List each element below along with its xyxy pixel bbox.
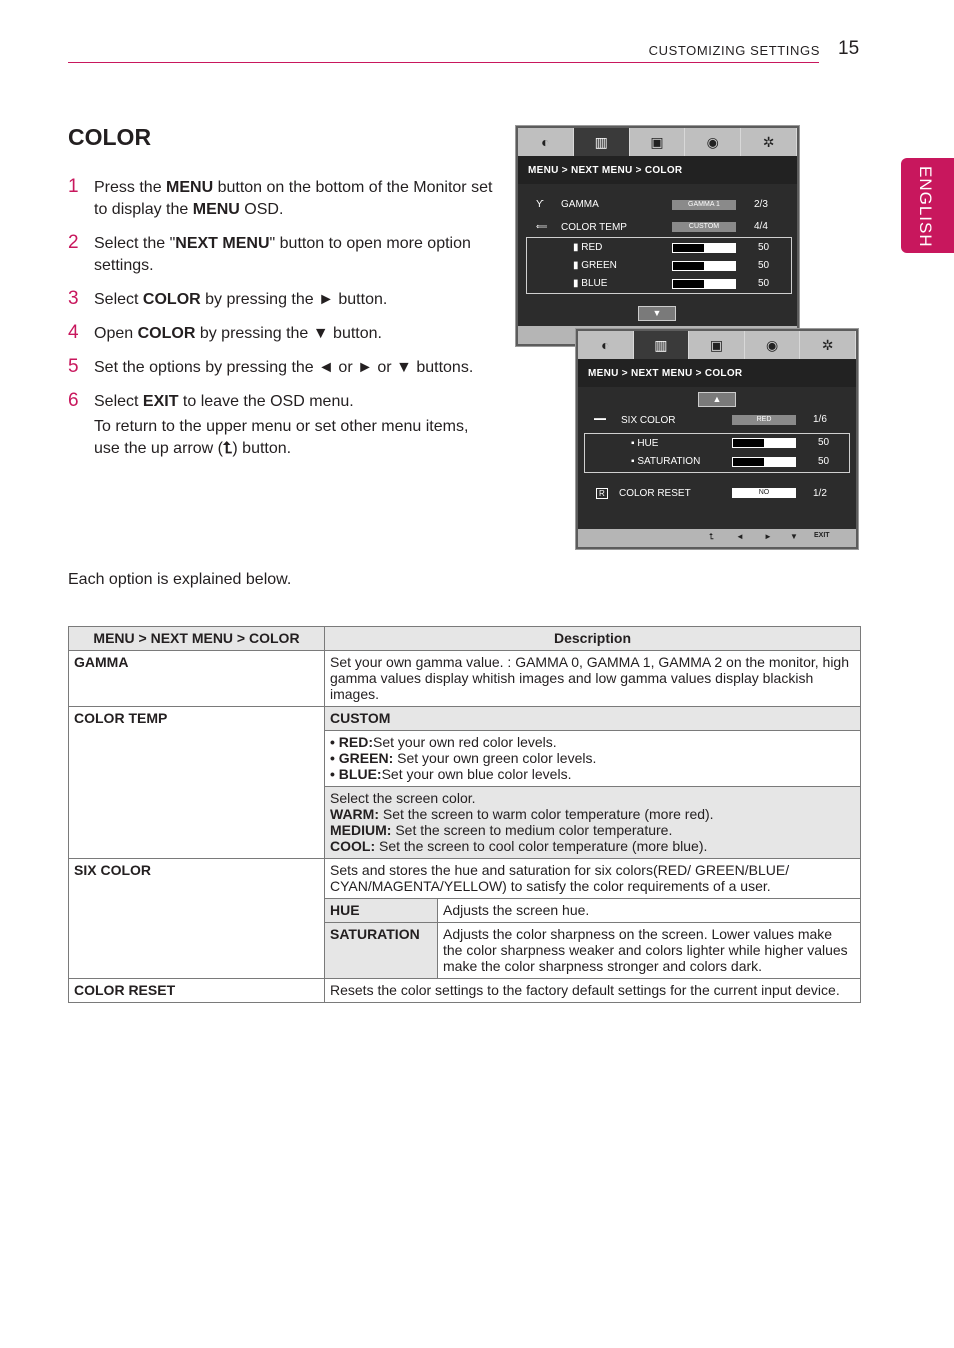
others-tab-icon[interactable]: ✲ xyxy=(800,331,856,359)
right-arrow-icon[interactable]: ► xyxy=(764,532,772,541)
header-rule xyxy=(68,62,819,63)
color-reset-fraction: 1/2 xyxy=(813,488,827,499)
osd-panel xyxy=(518,156,797,326)
hue-key: HUE xyxy=(325,899,438,923)
table-header-row xyxy=(69,627,861,651)
screen-color-description: Select the screen color. WARM: Set the screen to warm color temperature (more red). MEDIUM: Set the screen to medium color temperature. COOL: Set the screen to cool color temperature (more blue). xyxy=(325,787,861,859)
step-5: 5 Set the options by pressing the ◄ or ► or ▼ buttons. xyxy=(68,356,474,377)
custom-rgb-description: • RED:Set your own red color levels. • GREEN: Set your own green color levels. • BLUE:Set your own blue color levels. xyxy=(325,731,861,787)
page-number: 15 xyxy=(838,38,860,59)
step-2: 2 Select the "NEXT MENU" button to open more option settings. xyxy=(68,232,471,274)
saturation-label: ▪ SATURATION xyxy=(631,456,701,467)
step-3: 3 Select COLOR by pressing the ► button. xyxy=(68,288,388,309)
down-arrow-icon[interactable]: ▼ xyxy=(790,532,798,541)
table-header-description: Description xyxy=(325,627,861,651)
gamma-fraction: 2/3 xyxy=(754,199,768,210)
hue-slider[interactable] xyxy=(732,438,796,448)
saturation-key: SATURATION xyxy=(325,923,438,979)
osd-breadcrumb: MENU > NEXT MENU > COLOR xyxy=(528,165,683,176)
color-reset-description: Resets the color settings to the factory default settings for the current input device. xyxy=(325,979,861,1003)
step-6-note: To return to the upper menu or set other menu items, use the up arrow (⮤) button. xyxy=(94,416,498,460)
color-tab-icon[interactable]: ▥ xyxy=(634,331,690,359)
table-row-color-reset xyxy=(69,979,861,1003)
red-label: ▮ RED xyxy=(573,242,603,253)
green-slider[interactable] xyxy=(672,261,736,271)
blue-slider-fill xyxy=(673,280,704,288)
blue-value: 50 xyxy=(758,278,770,289)
color-temp-fraction: 4/4 xyxy=(754,221,768,232)
red-value: 50 xyxy=(758,242,770,253)
step-6: 6 Select EXIT to leave the OSD menu. To return to the upper menu or set other menu items, use the up arrow (⮤) button. xyxy=(68,391,498,460)
gamma-key: GAMMA xyxy=(69,651,325,707)
back-arrow-icon[interactable]: ⮤ xyxy=(709,532,714,541)
display-tab-icon[interactable]: ▣ xyxy=(630,128,686,156)
color-temp-value[interactable]: CUSTOM xyxy=(672,222,736,232)
table-row-six-color xyxy=(69,859,861,899)
hue-description: Adjusts the screen hue. xyxy=(438,899,861,923)
red-slider[interactable] xyxy=(672,243,736,253)
scroll-down-button[interactable]: ▼ xyxy=(638,306,676,321)
saturation-slider[interactable] xyxy=(732,457,796,467)
step-number: 4 xyxy=(68,322,79,343)
options-table xyxy=(68,626,861,1003)
exit-button[interactable]: EXIT xyxy=(814,532,830,539)
picture-tab-icon[interactable]: ◐ xyxy=(518,128,574,156)
step-4: 4 Open COLOR by pressing the ▼ button. xyxy=(68,322,382,343)
color-tab-icon[interactable]: ▥ xyxy=(574,128,630,156)
picture-tab-icon[interactable]: ◐ xyxy=(578,331,634,359)
hue-value: 50 xyxy=(818,437,830,448)
table-row-gamma xyxy=(69,651,861,707)
step-number: 2 xyxy=(68,232,79,253)
steps-list xyxy=(68,177,498,472)
blue-slider[interactable] xyxy=(672,279,736,289)
green-label: ▮ GREEN xyxy=(573,260,617,271)
others-tab-icon[interactable]: ✲ xyxy=(741,128,797,156)
saturation-description: Adjusts the color sharpness on the screen. Lower values make the color sharpness weaker and colors lighter while higher values make the color sharpness stronger and colors dark. xyxy=(438,923,861,979)
language-tab-label: ENGLISH xyxy=(916,166,935,248)
gamma-description: Set your own gamma value. : GAMMA 0, GAMMA 1, GAMMA 2 on the monitor, high gamma values display whitish images and low gamma values display blackish images. xyxy=(325,651,861,707)
saturation-value: 50 xyxy=(818,456,830,467)
step-number: 6 xyxy=(68,390,79,411)
osd-screenshot-six-color xyxy=(575,328,859,550)
gamma-value[interactable]: GAMMA 1 xyxy=(672,200,736,210)
explain-text: Each option is explained below. xyxy=(68,571,292,588)
hue-label: ▪ HUE xyxy=(631,438,659,449)
color-reset-key: COLOR RESET xyxy=(69,979,325,1003)
color-reset-icon: R xyxy=(596,488,608,499)
left-arrow-icon[interactable]: ◄ xyxy=(736,532,744,541)
table-row-color-temp xyxy=(69,707,861,731)
custom-heading: CUSTOM xyxy=(325,707,861,731)
osd-tab-bar xyxy=(578,331,856,359)
hue-saturation-subpanel xyxy=(584,433,850,473)
six-color-description: Sets and stores the hue and saturation for six colors(RED/ GREEN/BLUE/ CYAN/MAGENTA/YELLOW) to satisfy the color requirements of a user. xyxy=(325,859,861,899)
green-slider-fill xyxy=(673,262,704,270)
color-temp-label: COLOR TEMP xyxy=(561,222,627,233)
scroll-up-button[interactable]: ▲ xyxy=(698,392,736,407)
osd-bottom-bar xyxy=(578,529,856,547)
osd-screenshot-color-temp xyxy=(515,125,800,347)
hue-slider-fill xyxy=(733,439,764,447)
running-header-section: CUSTOMIZING SETTINGS xyxy=(648,43,820,58)
color-reset-value[interactable]: NO xyxy=(732,488,796,498)
display-tab-icon[interactable]: ▣ xyxy=(689,331,745,359)
six-color-label: SIX COLOR xyxy=(621,415,676,426)
color-temp-key: COLOR TEMP xyxy=(69,707,325,859)
step-number: 1 xyxy=(68,176,79,197)
six-color-fraction: 1/6 xyxy=(813,414,827,425)
color-reset-label: COLOR RESET xyxy=(619,488,691,499)
step-1: 1 Press the MENU button on the bottom of the Monitor set to display the MENU OSD. xyxy=(68,176,493,218)
up-arrow-icon: ⮤ xyxy=(222,440,233,457)
osd-tab-bar xyxy=(518,128,797,156)
red-slider-fill xyxy=(673,244,704,252)
blue-label: ▮ BLUE xyxy=(573,278,608,289)
green-value: 50 xyxy=(758,260,770,271)
audio-tab-icon[interactable]: ◉ xyxy=(745,331,801,359)
gamma-icon: ϒ xyxy=(536,199,544,210)
saturation-slider-fill xyxy=(733,458,764,466)
six-color-value[interactable]: RED xyxy=(732,415,796,425)
six-color-key: SIX COLOR xyxy=(69,859,325,979)
audio-tab-icon[interactable]: ◉ xyxy=(685,128,741,156)
step-number: 5 xyxy=(68,356,79,377)
osd-panel xyxy=(578,359,856,529)
rgb-subpanel xyxy=(526,237,792,294)
color-temp-icon: ⟸ xyxy=(536,222,548,231)
section-title: COLOR xyxy=(68,124,152,150)
gamma-label: GAMMA xyxy=(561,199,599,210)
step-number: 3 xyxy=(68,288,79,309)
six-color-icon: ▬▬ xyxy=(594,416,606,422)
language-tab xyxy=(901,158,954,253)
osd-breadcrumb: MENU > NEXT MENU > COLOR xyxy=(588,368,743,379)
table-header-menu: MENU > NEXT MENU > COLOR xyxy=(69,627,325,651)
